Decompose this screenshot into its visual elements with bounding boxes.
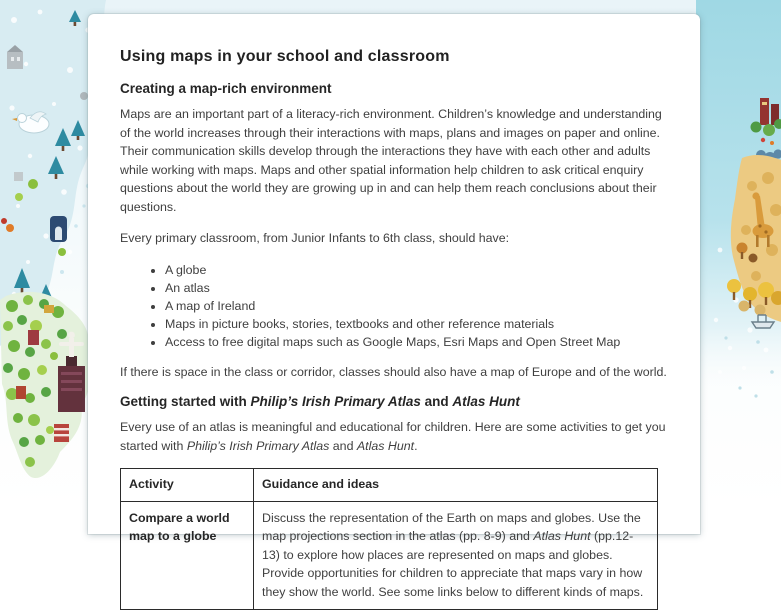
guidance-text: Discuss the representation of the Earth on maps and globes. Use the map projections section in the atlas (pp. 8-9) and — [262, 511, 641, 544]
section-heading-map-rich: Creating a map-rich environment — [120, 81, 668, 96]
table-row — [121, 501, 658, 610]
heading-text: and — [421, 394, 453, 409]
list-item: • Maps in picture books, stories, textbooks and other reference materials — [165, 315, 668, 333]
building-icon — [50, 216, 67, 242]
atlas-title: Philip’s Irish Primary Atlas — [251, 394, 421, 409]
guidance-cell — [254, 501, 658, 610]
atlas-title: Philip’s Irish Primary Atlas — [187, 439, 330, 453]
atlas-hunt-title: Atlas Hunt — [452, 394, 520, 409]
intro-text: and — [329, 439, 357, 453]
table-header-row — [121, 469, 658, 502]
section-heading-getting-started — [120, 394, 668, 409]
document-page — [88, 14, 700, 534]
atlas-hunt-title: Atlas Hunt — [533, 529, 590, 543]
closing-paragraph: If there is space in the class or corridor, classes should also have a map of Europe and of the world. — [120, 363, 668, 382]
activities-table — [120, 468, 658, 610]
intro-text: Every use of an atlas is meaningful and educational for children. Here are some activities to get you started with — [120, 420, 666, 453]
column-header-guidance: Guidance and ideas — [254, 469, 658, 502]
intro-text: . — [414, 439, 417, 453]
classroom-essentials-list — [120, 261, 668, 351]
heading-text: Getting started with — [120, 394, 251, 409]
column-header-activity: Activity — [121, 469, 254, 502]
christ-statue-icon — [58, 332, 85, 412]
list-item: • A map of Ireland — [165, 297, 668, 315]
section2-intro — [120, 418, 668, 455]
page-title: Using maps in your school and classroom — [120, 48, 668, 66]
activity-cell: Compare a world map to a globe — [121, 501, 254, 610]
list-item: • An atlas — [165, 279, 668, 297]
atlas-hunt-title: Atlas Hunt — [357, 439, 414, 453]
list-item: • Access to free digital maps such as Google Maps, Esri Maps and Open Street Map — [165, 333, 668, 351]
guidance-text: (pp.12-13) to explore how places are represented on maps and globes. Provide opportunities for children to appreciate that maps vary in how they show the world. See some links below to different kinds of maps. — [262, 529, 643, 599]
list-intro: Every primary classroom, from Junior Infants to 6th class, should have: — [120, 229, 668, 248]
list-item: • A globe — [165, 261, 668, 279]
intro-paragraph: Maps are an important part of a literacy-rich environment. Children’s knowledge and understanding of the world increases through their interactions with maps, plans and images on paper and online. Their communication skills develop through the interactions they have with each other and adults while working with maps. Maps and other spatial information help children to ask critical enquiry questions about the world they are growing up in and can help them reach conclusions about their questions. — [120, 105, 668, 216]
